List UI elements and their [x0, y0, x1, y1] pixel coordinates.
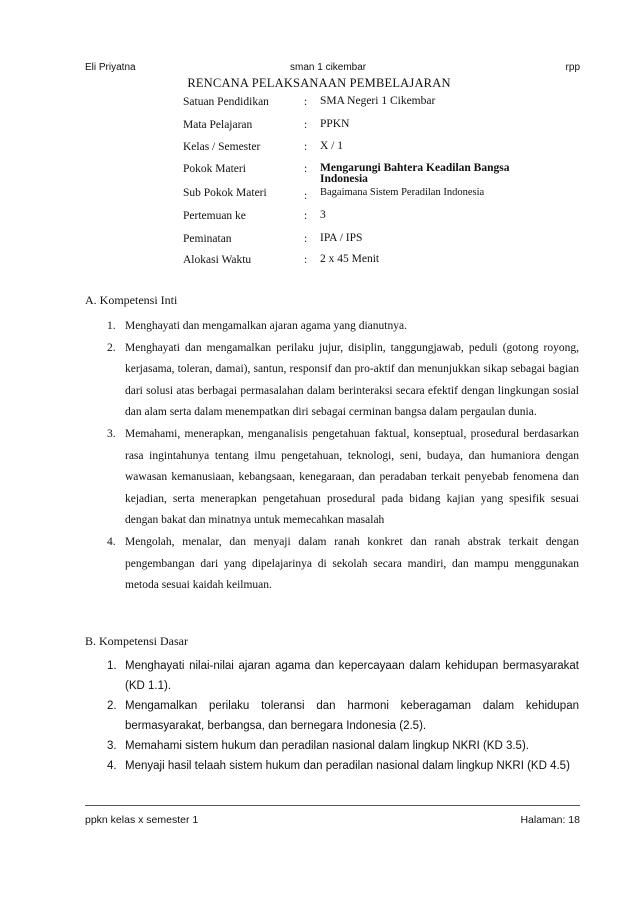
- info-label: Kelas / Semester: [183, 141, 261, 153]
- list-item-text: Mengamalkan perilaku toleransi dan harmoni keberagaman dalam kehidupan bermasyarakat, berbangsa, dan bernegara Indonesia (2.5).: [125, 700, 579, 732]
- list-item: [107, 756, 579, 776]
- list-item-text: Memahami, menerapkan, menganalisis pengetahuan faktual, konseptual, prosedural berdasarkan rasa ingintahunya tentang ilmu pengetahuan, teknologi, seni, budaya, dan humaniora dengan wawasan kemanusiaan, kebangsaan, kenegaraan, dan peradaban terkait penyebab fenomena dan kejadian, serta menerapkan pengetahuan prosedural pada bidang kajian yang spesifik sesuai dengan bakat dan minatnya untuk memecahkan masalah: [125, 427, 579, 527]
- info-value: PPKN: [320, 118, 350, 130]
- list-item-number: 2.: [107, 700, 117, 712]
- list-item-text: Mengolah, menalar, dan menyaji dalam ranah konkret dan ranah abstrak terkait dengan pengembangan dari yang dipelajarinya di sekolah secara mandiri, dan mampu menggunakan metoda sesuai kaidah keilmuan.: [125, 535, 579, 592]
- header-school: sman 1 cikembar: [290, 62, 367, 73]
- info-value: 3: [320, 209, 326, 221]
- kompetensi-dasar-list: [107, 656, 579, 776]
- list-item: [107, 736, 579, 756]
- list-item-number: 1.: [107, 320, 116, 332]
- info-value: X / 1: [320, 140, 343, 152]
- list-item-number: 3.: [107, 427, 116, 440]
- info-colon: :: [304, 96, 308, 108]
- info-value: Bagaimana Sistem Peradilan Indonesia: [320, 187, 485, 198]
- list-item-number: 2.: [107, 341, 116, 354]
- list-item: [107, 424, 579, 532]
- list-item-number: 4.: [107, 760, 117, 772]
- list-item: [107, 656, 579, 696]
- kompetensi-inti-list: [107, 316, 579, 597]
- info-colon: :: [304, 141, 308, 153]
- list-item-text: Menghayati dan mengamalkan perilaku jujur, disiplin, tanggungjawab, peduli (gotong royong, kerjasama, toleran, damai), santun, responsif dan pro-aktif dan menunjukkan sikap sebagai bagian dari solusi atas berbagai permasalahan dalam berinteraksi secara efektif dengan lingkungan sosial dan alam serta dalam menempatkan diri sebagai cerminan bangsa dalam pergaulan dunia.: [125, 341, 579, 419]
- header-doc-type: rpp: [565, 62, 580, 73]
- list-item: [107, 532, 579, 597]
- list-item-number: 4.: [107, 535, 116, 548]
- section-title-kompetensi-dasar: B. Kompetensi Dasar: [85, 634, 188, 648]
- page-title: RENCANA PELAKSANAAN PEMBELAJARAN: [187, 76, 451, 90]
- footer-divider: [85, 805, 580, 806]
- info-label: Peminatan: [183, 233, 232, 245]
- section-title-kompetensi-inti: A. Kompetensi Inti: [85, 293, 178, 307]
- info-label: Mata Pelajaran: [183, 119, 253, 131]
- footer-page-number: Halaman: 18: [520, 814, 580, 826]
- list-item: [107, 316, 579, 338]
- info-value: IPA / IPS: [320, 232, 363, 244]
- header-author: Eli Priyatna: [85, 62, 136, 73]
- info-colon: :: [304, 190, 308, 202]
- info-label: Pertemuan ke: [183, 210, 246, 222]
- info-label: Sub Pokok Materi: [183, 187, 267, 199]
- info-colon: :: [304, 254, 308, 266]
- info-colon: :: [304, 119, 308, 131]
- info-value: 2 x 45 Menit: [320, 253, 380, 265]
- list-item-text: Menghayati dan mengamalkan ajaran agama yang dianutnya.: [125, 320, 407, 332]
- list-item-text: Memahami sistem hukum dan peradilan nasional dalam lingkup NKRI (KD 3.5).: [125, 740, 529, 752]
- info-label: Satuan Pendidikan: [183, 96, 269, 108]
- info-colon: :: [304, 163, 308, 175]
- footer-left: ppkn kelas x semester 1: [85, 814, 199, 826]
- info-label: Alokasi Waktu: [183, 254, 252, 266]
- list-item-number: 1.: [107, 660, 117, 672]
- info-colon: :: [304, 233, 308, 245]
- list-item-text: Menyaji hasil telaah sistem hukum dan peradilan nasional dalam lingkup NKRI (KD 4.5): [125, 760, 570, 772]
- list-item-text: Menghayati nilai-nilai ajaran agama dan kepercayaan dalam kehidupan bermasyarakat (KD 1.1).: [125, 660, 579, 692]
- info-value: SMA Negeri 1 Cikembar: [320, 95, 436, 107]
- info-value: Mengarungi Bahtera Keadilan Bangsa Indonesia: [320, 162, 510, 185]
- list-item: [107, 696, 579, 736]
- list-item-number: 3.: [107, 740, 117, 752]
- list-item: [107, 338, 579, 424]
- info-colon: :: [304, 210, 308, 222]
- info-label: Pokok Materi: [183, 163, 246, 175]
